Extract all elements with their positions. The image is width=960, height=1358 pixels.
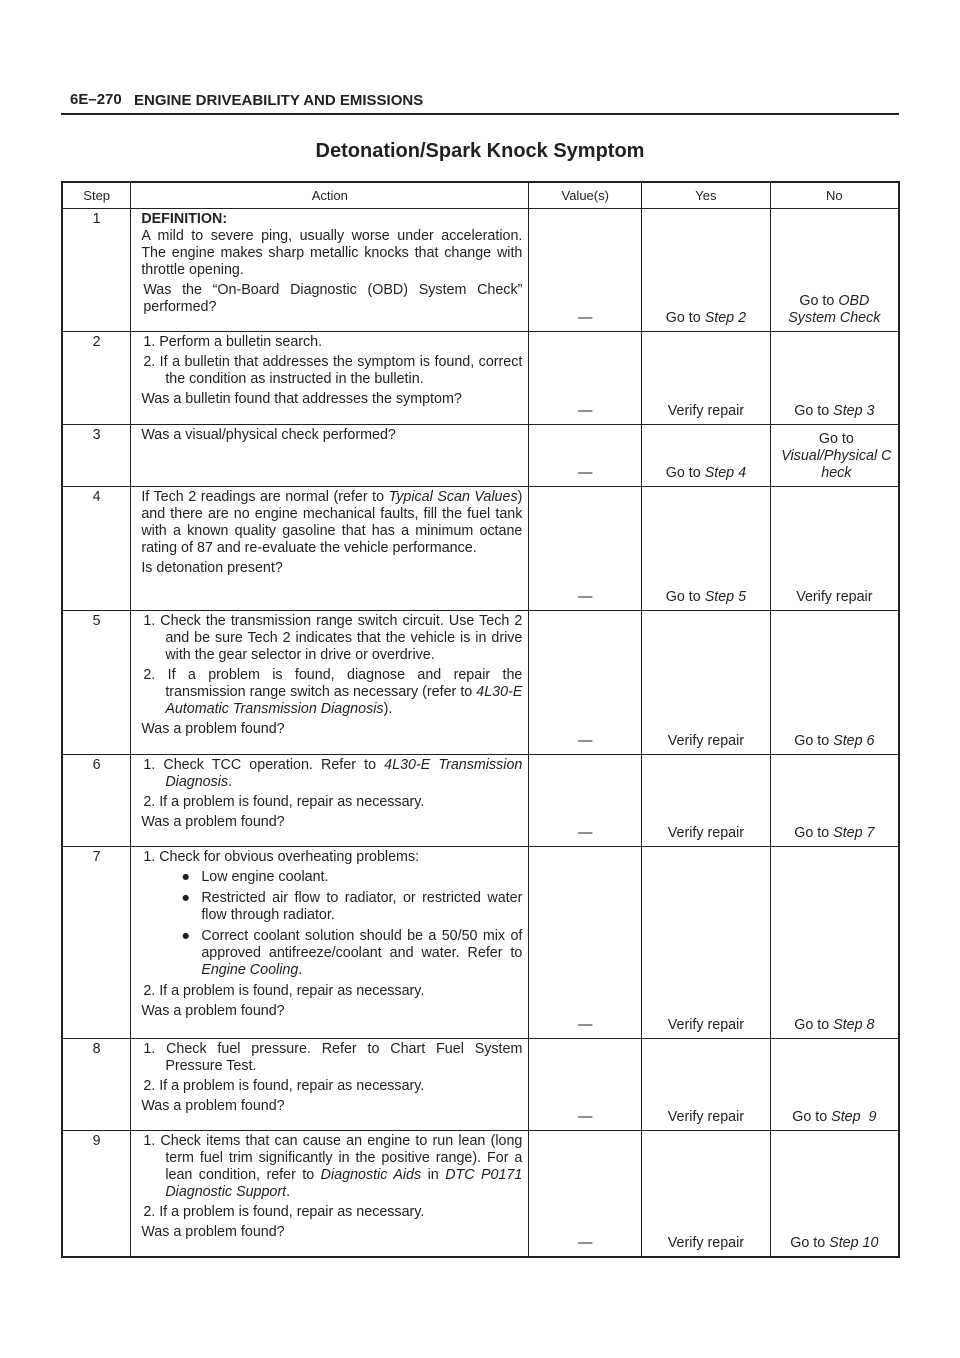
action-text-part: in [421, 1167, 446, 1183]
step-question: Was a problem found? [141, 814, 285, 830]
action-item: 1. Check fuel pressure. Refer to Chart Fuel System Pressure Test. [143, 1041, 523, 1074]
step-question: Was a bulletin found that addresses the symptom? [141, 391, 462, 407]
bullet-item [141, 928, 522, 979]
bullet-item [141, 890, 522, 924]
action-reference: Typical Scan Values [388, 489, 518, 505]
action-item [141, 757, 522, 791]
step-value: — [529, 755, 642, 847]
table-row [62, 611, 899, 755]
step-number: 6 [62, 755, 131, 847]
step-question: Was a problem found? [141, 1003, 285, 1019]
action-item: 1. Perform a bulletin search. [143, 334, 323, 350]
yes-reference: Step 4 [704, 465, 747, 481]
step-action [131, 847, 529, 1039]
bullet-item [141, 869, 522, 886]
bullet-text: . [298, 962, 303, 978]
action-reference: Diagnostic Aids [320, 1167, 422, 1183]
step-value: — [529, 425, 642, 487]
step-action [131, 209, 529, 332]
step-no-result [770, 1131, 899, 1257]
no-reference: Step 8 [833, 1017, 875, 1033]
action-item [141, 667, 522, 718]
bullet-text: Restricted air flow to radiator, or restricted water flow through radiator. [201, 890, 523, 923]
step-no-result [770, 209, 899, 332]
step-yes-result: Verify repair [642, 1039, 771, 1131]
table-row [62, 847, 899, 1039]
step-action [131, 1131, 529, 1257]
action-text [141, 489, 522, 557]
no-reference: Step 3 [833, 403, 875, 419]
step-question: Is detonation present? [141, 560, 283, 576]
bullet-text: Correct coolant solution should be a 50/50 mix of approved antifreeze/coolant and water. Refer to [201, 928, 523, 961]
step-yes-result: Verify repair [642, 611, 771, 755]
no-prefix: Go to [794, 1017, 834, 1033]
action-reference: 4L30-E Automatic Transmission Diagnosis [165, 684, 523, 717]
yes-prefix: Go to [665, 465, 705, 481]
no-reference: Step 9 [831, 1109, 877, 1125]
yes-reference: Step 2 [704, 310, 747, 326]
bullet-dot-icon: ● [181, 928, 190, 944]
step-question: Was a problem found? [141, 1098, 285, 1114]
page-number: 6E–270 [70, 91, 122, 108]
action-text-part: . [286, 1184, 291, 1200]
step-yes-result: Verify repair [642, 1131, 771, 1257]
step-value: — [529, 209, 642, 332]
action-reference: DTC P0171 Diagnostic Support [165, 1167, 523, 1200]
step-yes-result [642, 487, 771, 611]
no-prefix: Go to [790, 1234, 830, 1251]
action-item: 1. Check for obvious overheating problems: [143, 849, 420, 865]
definition-heading: DEFINITION: [141, 211, 228, 227]
no-reference: Step 6 [833, 733, 875, 749]
table-header-row [62, 182, 899, 209]
bullet-dot-icon: ● [181, 890, 190, 906]
column-header-step: Step [62, 182, 131, 209]
action-text-part: If Tech 2 readings are normal (refer to [141, 489, 389, 505]
action-reference: Engine Cooling [201, 962, 299, 978]
step-yes-result [642, 209, 771, 332]
action-item: 2. If a problem is found, repair as necessary. [143, 794, 425, 810]
table-row [62, 332, 899, 425]
action-text-part: 1. Check items that can cause an engine to run lean (long term fuel trim significantly in the positive range). For a lean condition, refer to [143, 1133, 523, 1183]
action-item: 2. If a problem is found, repair as necessary. [143, 983, 425, 999]
step-yes-result: Verify repair [642, 755, 771, 847]
step-value: — [529, 611, 642, 755]
column-header-action: Action [131, 182, 529, 209]
step-number: 8 [62, 1039, 131, 1131]
step-number: 1 [62, 209, 131, 332]
action-text-part: . [228, 774, 233, 790]
step-value: — [529, 332, 642, 425]
step-yes-result: Verify repair [642, 332, 771, 425]
step-number: 2 [62, 332, 131, 425]
yes-prefix: Go to [665, 310, 705, 326]
step-value: — [529, 487, 642, 611]
action-item [141, 1133, 522, 1201]
step-no-result: Verify repair [770, 487, 899, 611]
step-question: Was a problem found? [141, 721, 285, 737]
step-value: — [529, 1039, 642, 1131]
no-reference: Visual/Physical Check [781, 448, 892, 481]
no-prefix: Go to [792, 1109, 832, 1125]
action-text-part: ). [383, 701, 393, 717]
action-reference: 4L30-E Transmission Diagnosis [165, 757, 523, 790]
document-title: Detonation/Spark Knock Symptom [315, 140, 645, 162]
no-prefix: Go to [794, 403, 834, 419]
no-prefix: Go to [794, 733, 834, 749]
step-yes-result: Verify repair [642, 847, 771, 1039]
action-text-part: ) and there are no engine mechanical faults, fill the fuel tank with a known quality gasoline that has a minimum octane rating of 87 and re-evaluate the vehicle performance. [141, 489, 523, 556]
no-prefix: Go to [799, 293, 839, 309]
step-value: — [529, 847, 642, 1039]
step-action [131, 755, 529, 847]
table-row [62, 425, 899, 487]
table-row [62, 1039, 899, 1131]
action-text-part: 1. Check TCC operation. Refer to [143, 757, 385, 773]
step-no-result [770, 755, 899, 847]
yes-reference: Step 5 [704, 589, 747, 605]
table-row [62, 1131, 899, 1257]
action-item: 2. If a bulletin that addresses the symptom is found, correct the condition as instructed in the bulletin. [143, 354, 523, 387]
step-action [131, 487, 529, 611]
step-number: 9 [62, 1131, 131, 1257]
step-no-result [770, 1039, 899, 1131]
table-row [62, 755, 899, 847]
column-header-values: Value(s) [529, 182, 642, 209]
yes-prefix: Go to [665, 589, 705, 605]
section-title: ENGINE DRIVEABILITY AND EMISSIONS [134, 92, 424, 109]
header-rule [61, 113, 899, 115]
bullet-text: Low engine coolant. [201, 869, 329, 885]
table-row [62, 209, 899, 332]
column-header-yes: Yes [642, 182, 771, 209]
no-reference: Step 10 [829, 1234, 879, 1251]
diagnostic-table [61, 181, 900, 1258]
step-no-result [770, 847, 899, 1039]
definition-text: A mild to severe ping, usually worse under acceleration. The engine makes sharp metallic knocks that change with throttle opening. [141, 228, 523, 278]
no-reference: OBD System Check [788, 293, 881, 326]
step-no-result [770, 332, 899, 425]
step-action [131, 611, 529, 755]
no-prefix: Go to [818, 431, 854, 447]
step-action [131, 332, 529, 425]
action-item: 2. If a problem is found, repair as necessary. [143, 1078, 425, 1094]
step-action [131, 1039, 529, 1131]
action-item: 2. If a problem is found, repair as necessary. [143, 1204, 425, 1220]
column-header-no: No [770, 182, 899, 209]
step-action [131, 425, 529, 487]
step-number: 3 [62, 425, 131, 487]
step-question: Was a visual/physical check performed? [141, 427, 396, 443]
no-reference: Step 7 [833, 825, 875, 841]
table-row [62, 487, 899, 611]
step-number: 5 [62, 611, 131, 755]
step-no-result [770, 425, 899, 487]
step-value: — [529, 1131, 642, 1257]
step-number: 7 [62, 847, 131, 1039]
action-text-part: 2. If a problem is found, diagnose and repair the transmission range switch as necessary (refer to [143, 667, 523, 700]
step-yes-result [642, 425, 771, 487]
step-question: Was the “On-Board Diagnostic (OBD) System Check” performed? [143, 282, 523, 315]
step-number: 4 [62, 487, 131, 611]
bullet-dot-icon: ● [181, 869, 190, 885]
no-prefix: Go to [794, 825, 834, 841]
step-no-result [770, 611, 899, 755]
action-item: 1. Check the transmission range switch circuit. Use Tech 2 and be sure Tech 2 indicates that the vehicle is in drive with the gear selector in drive or overdrive. [143, 613, 523, 663]
step-question: Was a problem found? [141, 1224, 285, 1240]
